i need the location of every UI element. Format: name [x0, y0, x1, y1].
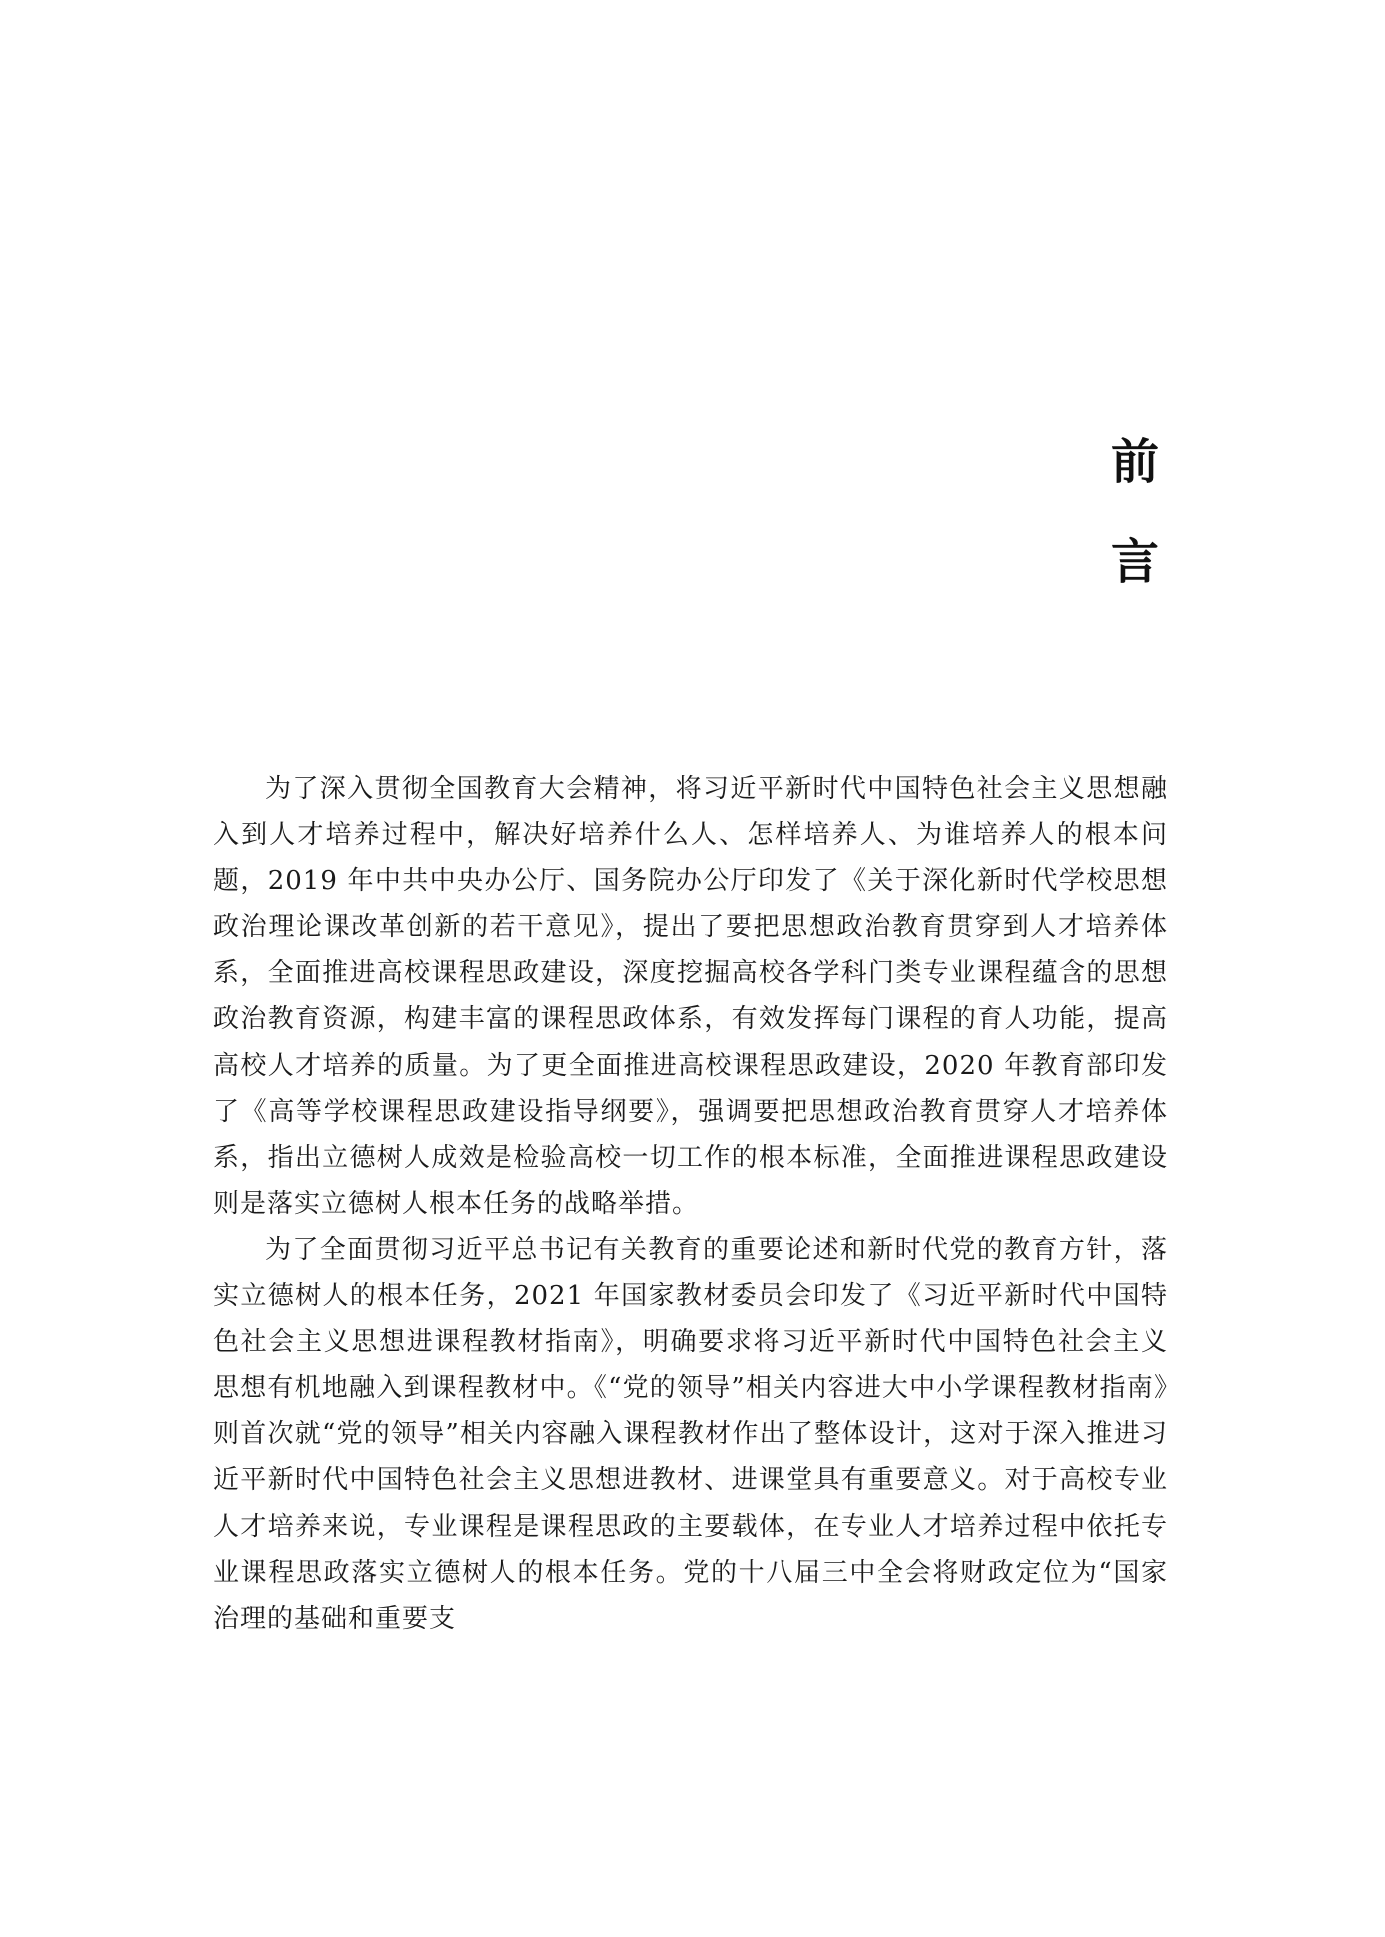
paragraph: 为了全面贯彻习近平总书记有关教育的重要论述和新时代党的教育方针，落实立德树人的根本任务，2021 年国家教材委员会印发了《习近平新时代中国特色社会主义思想进课程教材指南》，明确要求将习近平新时代中国特色社会主义思想有机地融入到课程教材中。《“党的领导”相关内容进大中小学课程教材指南》则首次就“党的领导”相关内容融入课程教材作出了整体设计，这对于深入推进习近平新时代中国特色社会主义思想进教材、进课堂具有重要意义。对于高校专业人才培养来说，专业课程是课程思政的主要载体，在专业人才培养过程中依托专业课程思政落实立德树人的根本任务。党的十八届三中全会将财政定位为“国家治理的基础和重要支 — [213, 1234, 1168, 1634]
paragraph: 为了深入贯彻全国教育大会精神，将习近平新时代中国特色社会主义思想融入到人才培养过程中，解决好培养什么人、怎样培养人、为谁培养人的根本问题，2019 年中共中央办公厅、国务院办公厅印发了《关于深化新时代学校思想政治理论课改革创新的若干意见》，提出了要把思想政治教育贯穿到人才培养体系，全面推进高校课程思政建设，深度挖掘高校各学科门类专业课程蕴含的思想政治教育资源，构建丰富的课程思政体系，有效发挥每门课程的育人功能，提高高校人才培养的质量。为了更全面推进高校课程思政建设，2020 年教育部印发了《高等学校课程思政建设指导纲要》，强调要把思想政治教育贯穿人才培养体系，指出立德树人成效是检验高校一切工作的根本标准，全面推进课程思政建设则是落实立德树人根本任务的战略举措。 — [213, 774, 1168, 1219]
body-text — [213, 766, 1168, 1642]
page-heading — [1090, 434, 1180, 590]
heading-char: 前 — [1110, 434, 1159, 490]
heading-char: 言 — [1110, 534, 1159, 590]
